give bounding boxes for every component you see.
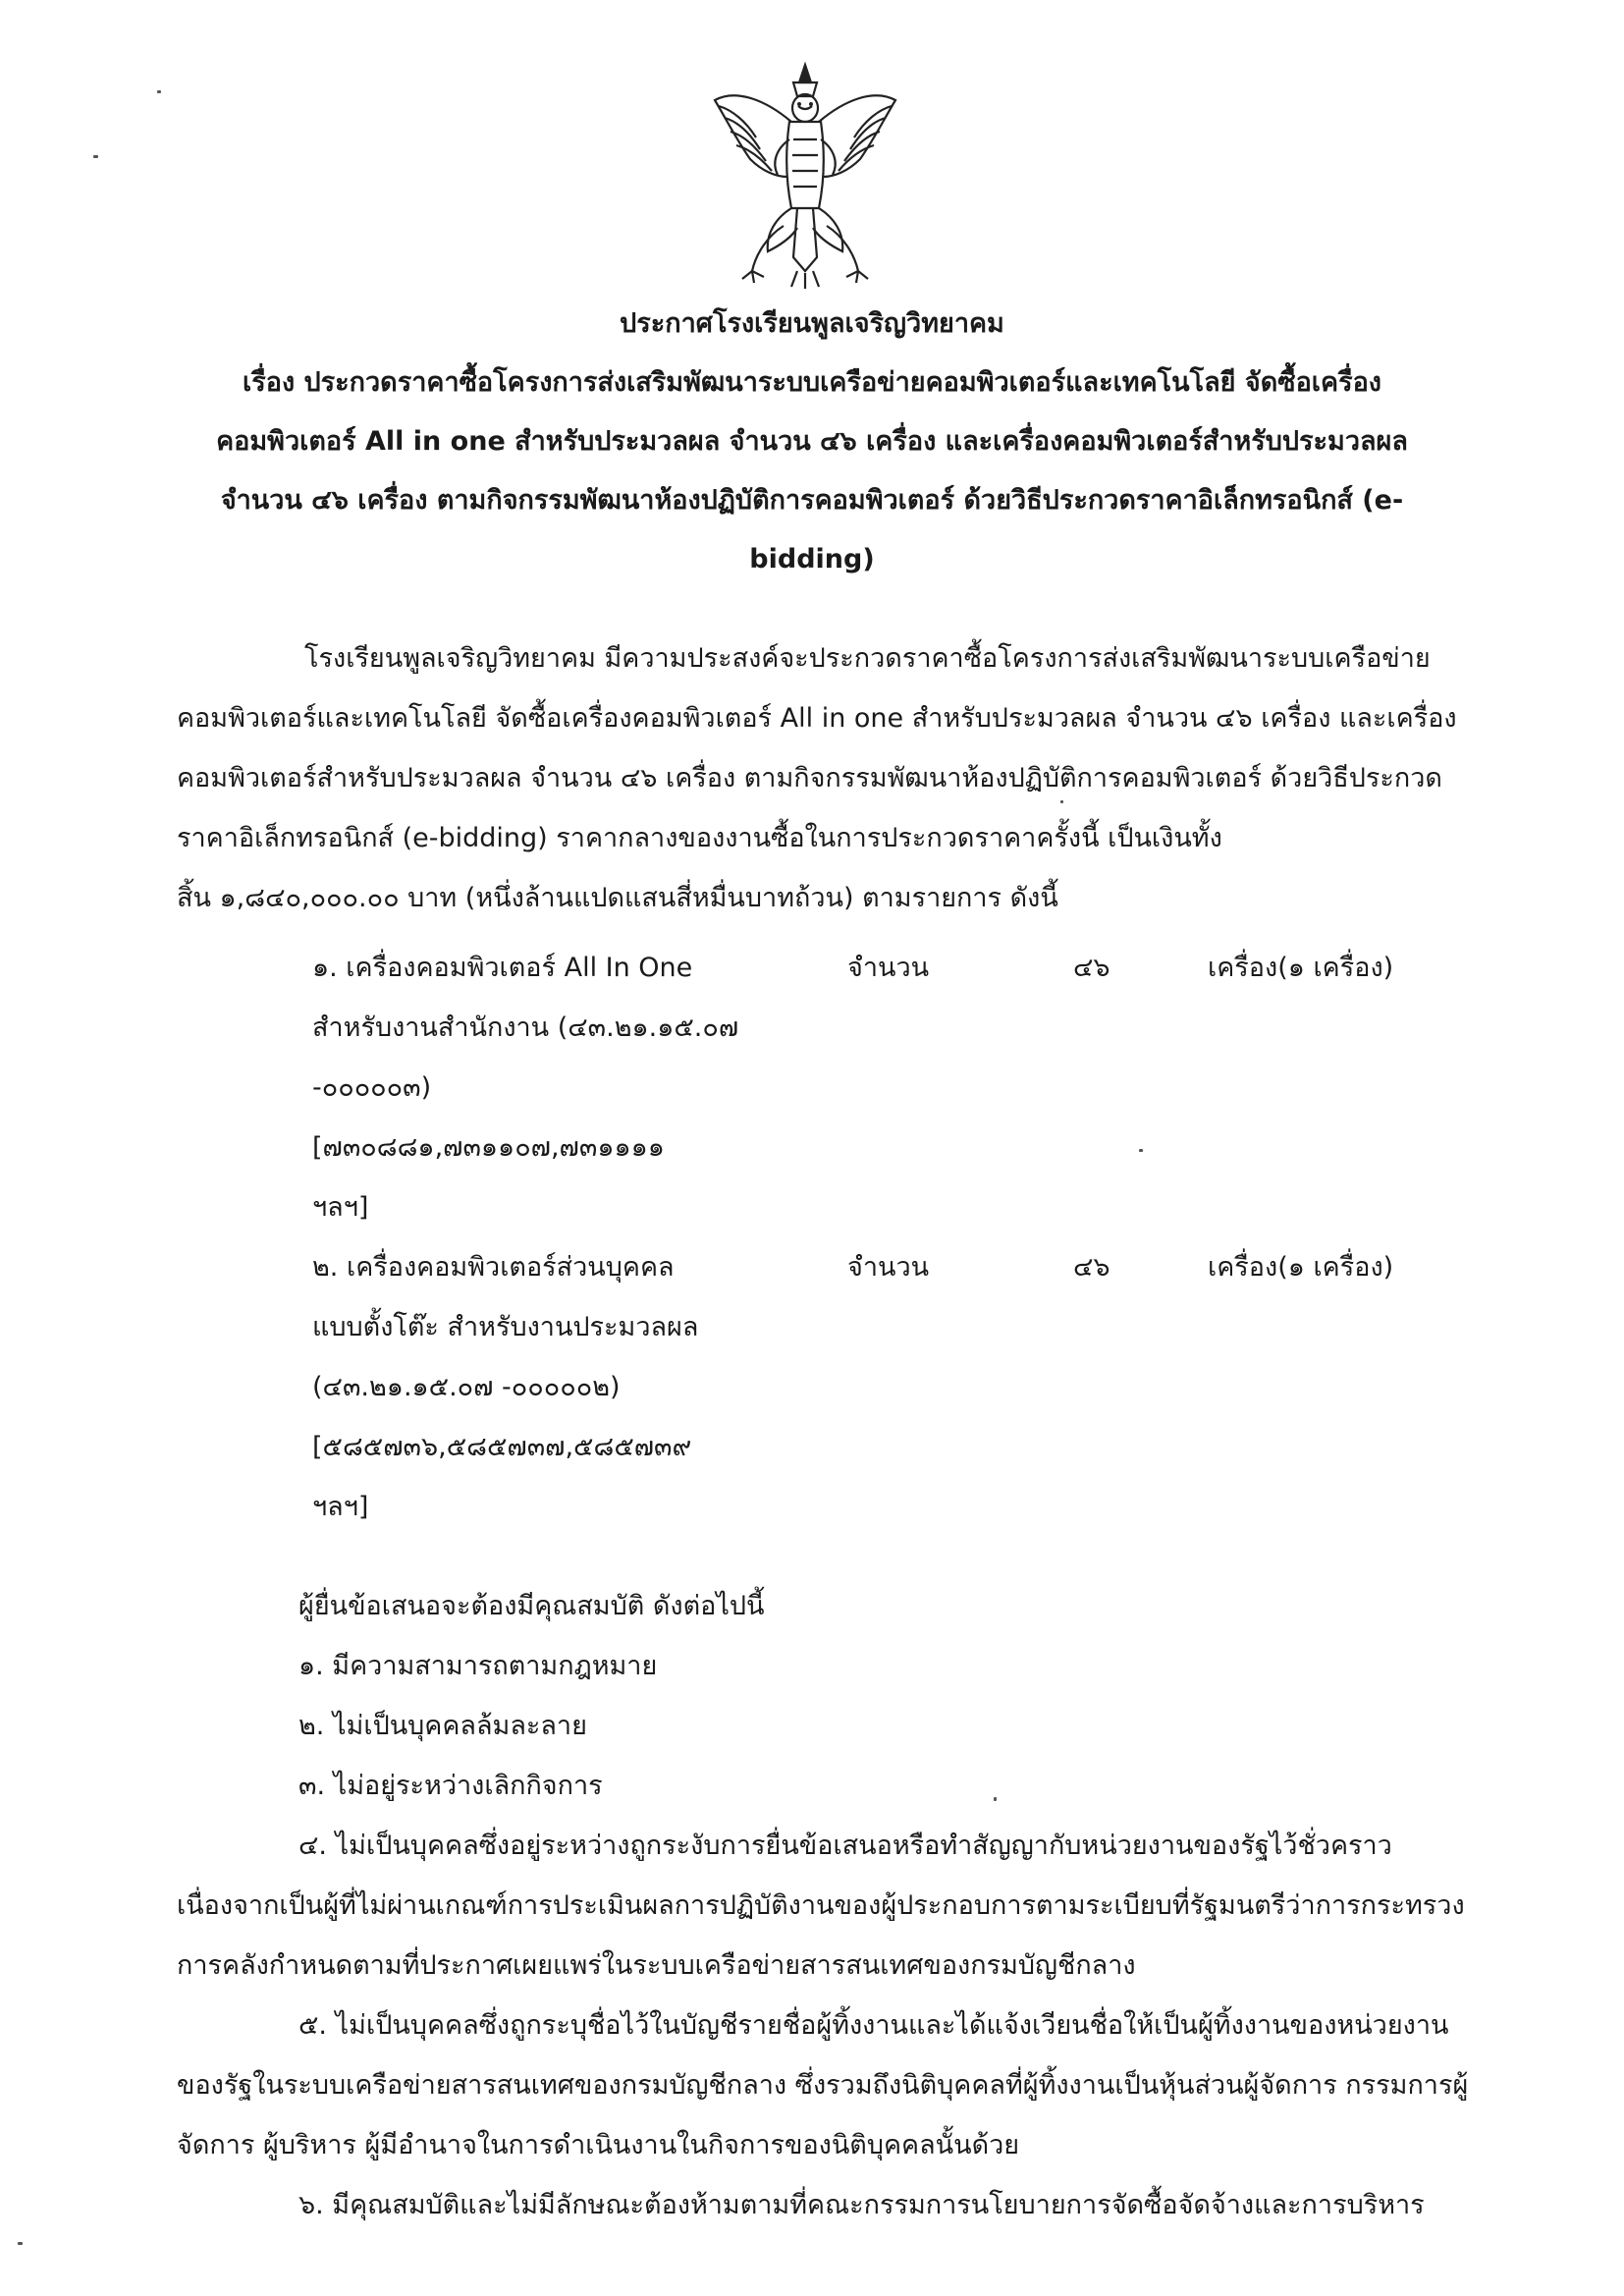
item-description-line: แบบตั้งโต๊ะ สำหรับงานประมวลผล <box>312 1312 699 1342</box>
item-quantity-label: จำนวน <box>847 1252 930 1283</box>
title-line: จำนวน ๔๖ เครื่อง ตามกิจกรรมพัฒนาห้องปฏิบัติการคอมพิวเตอร์ ด้วยวิธีประกวดราคาอิเล็กทรอนิกส์ (e- <box>220 485 1404 516</box>
title-line: คอมพิวเตอร์ All in one สำหรับประมวลผล จำนวน ๔๖ เครื่อง และเครื่องคอมพิวเตอร์สำหรับประมวลผล <box>216 426 1408 457</box>
garuda-emblem-icon <box>707 61 903 289</box>
title-line: bidding) <box>749 544 875 574</box>
list-item <box>312 1237 1451 1537</box>
item-quantity-label: จำนวน <box>847 953 930 983</box>
scan-speck <box>994 1797 997 1801</box>
item-description-line: [๗๓๐๘๘๑,๗๓๑๑๐๗,๗๓๑๑๑๑ <box>312 1132 665 1163</box>
item-description-line: (๔๓.๒๑.๑๕.๐๗ -๐๐๐๐๐๒) <box>312 1372 621 1402</box>
item-unit: เครื่อง(๑ เครื่อง) <box>1208 953 1394 983</box>
procurement-items-list <box>312 938 1451 1537</box>
qualification-item: ๓. ไม่อยู่ระหว่างเลิกกิจการ <box>298 1771 603 1801</box>
item-description-line: ฯลฯ] <box>312 1192 369 1223</box>
item-unit: เครื่อง(๑ เครื่อง) <box>1208 1252 1394 1283</box>
intro-line: ราคาอิเล็กทรอนิกส์ (e-bidding) ราคากลางของงานซื้อในการประกวดราคาครั้งนี้ เป็นเงินทั้ง <box>177 823 1222 853</box>
item-description-line: ๒. เครื่องคอมพิวเตอร์ส่วนบุคคล <box>312 1252 675 1283</box>
qualification-item <box>177 1995 1483 2175</box>
title-line: เรื่อง ประกวดราคาซื้อโครงการส่งเสริมพัฒนาระบบเครือข่ายคอมพิวเตอร์และเทคโนโลยี จัดซื้อเครื่อง <box>243 367 1381 398</box>
qualification-line: เนื่องจากเป็นผู้ที่ไม่ผ่านเกณฑ์การประเมินผลการปฏิบัติงานของผู้ประกอบการตามระเบียบที่รัฐมนตรีว่าการกระทรวง <box>177 1890 1465 1921</box>
qualification-line: ๔. ไม่เป็นบุคคลซึ่งอยู่ระหว่างถูกระงับการยื่นข้อเสนอหรือทำสัญญากับหน่วยงานของรัฐไว้ชั่วคราว <box>298 1831 1392 1861</box>
scan-speck <box>1139 1149 1143 1152</box>
intro-line: คอมพิวเตอร์สำหรับประมวลผล จำนวน ๔๖ เครื่อง ตามกิจกรรมพัฒนาห้องปฏิบัติการคอมพิวเตอร์ ด้วยวิธีประกวด <box>177 763 1442 793</box>
intro-paragraph <box>177 629 1483 928</box>
scan-speck <box>18 2242 23 2245</box>
item-description-line: -๐๐๐๐๐๓) <box>312 1072 432 1103</box>
qualification-line: ของรัฐในระบบเครือข่ายสารสนเทศของกรมบัญชีกลาง ซึ่งรวมถึงนิติบุคคลที่ผู้ทิ้งงานเป็นหุ้นส่วนผู้จัดการ กรรมการผู้ <box>177 2070 1469 2101</box>
qualification-line: จัดการ ผู้บริหาร ผู้มีอำนาจในการดำเนินงานในกิจการของนิติบุคคลนั้นด้วย <box>177 2130 1020 2160</box>
list-item <box>312 938 1451 1237</box>
item-description-line: ๑. เครื่องคอมพิวเตอร์ All In One <box>312 953 693 983</box>
scan-speck <box>157 90 161 93</box>
announcement-title <box>147 295 1477 589</box>
intro-line: คอมพิวเตอร์และเทคโนโลยี จัดซื้อเครื่องคอมพิวเตอร์ All in one สำหรับประมวลผล จำนวน ๔๖ เครื่อง และเครื่อง <box>177 703 1457 734</box>
item-description <box>312 1237 744 1537</box>
qualification-item <box>177 2175 1483 2235</box>
qualification-line: ๕. ไม่เป็นบุคคลซึ่งถูกระบุชื่อไว้ในบัญชีรายชื่อผู้ทิ้งงานและได้แจ้งเวียนชื่อให้เป็นผู้ทิ้งงานของหน่วยงาน <box>298 2010 1449 2041</box>
qualification-item: ๑. มีความสามารถตามกฎหมาย <box>298 1651 658 1681</box>
item-description <box>312 938 744 1237</box>
item-description-line: ฯลฯ] <box>312 1492 369 1522</box>
item-quantity: ๔๖ <box>1073 953 1110 983</box>
item-description-line: [๕๘๕๗๓๖,๕๘๕๗๓๗,๕๘๕๗๓๙ <box>312 1432 692 1462</box>
qualification-line: ๖. มีคุณสมบัติและไม่มีลักษณะต้องห้ามตามที่คณะกรรมการนโยบายการจัดซื้อจัดจ้างและการบริหาร <box>298 2190 1425 2220</box>
qualifications-section <box>177 1576 1483 2235</box>
qualifications-heading: ผู้ยื่นข้อเสนอจะต้องมีคุณสมบัติ ดังต่อไปนี้ <box>298 1591 765 1621</box>
item-quantity: ๔๖ <box>1073 1252 1110 1283</box>
scan-speck <box>93 155 98 158</box>
scan-speck <box>1060 800 1063 803</box>
item-description-line: สำหรับงานสำนักงาน (๔๓.๒๑.๑๕.๐๗ <box>312 1012 739 1043</box>
qualification-line: การคลังกำหนดตามที่ประกาศเผยแพร่ในระบบเครือข่ายสารสนเทศของกรมบัญชีกลาง <box>177 1950 1136 1981</box>
qualification-item <box>177 1816 1483 1995</box>
intro-line: โรงเรียนพูลเจริญวิทยาคม มีความประสงค์จะประกวดราคาซื้อโครงการส่งเสริมพัฒนาระบบเครือข่าย <box>304 643 1431 674</box>
intro-line: สิ้น ๑,๘๔๐,๐๐๐.๐๐ บาท (หนึ่งล้านแปดแสนสี่หมื่นบาทถ้วน) ตามรายการ ดังนี้ <box>177 883 1058 913</box>
title-line: ประกาศโรงเรียนพูลเจริญวิทยาคม <box>620 308 1004 339</box>
qualification-item: ๒. ไม่เป็นบุคคลล้มละลาย <box>298 1711 587 1741</box>
